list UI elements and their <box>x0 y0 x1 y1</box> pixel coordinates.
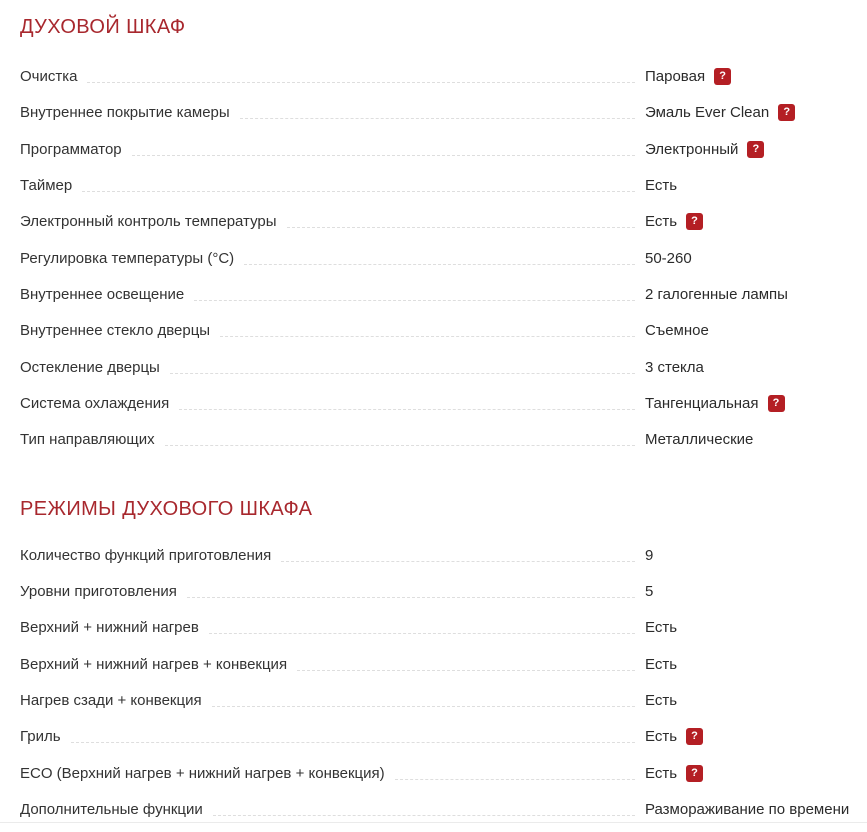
spec-value-cell <box>645 765 847 782</box>
spec-row <box>20 765 847 801</box>
spec-value: 9 <box>645 546 654 564</box>
spec-label: Регулировка температуры (°C) <box>20 249 235 267</box>
spec-row <box>20 104 847 140</box>
spec-row <box>20 177 847 213</box>
spec-label: Внутреннее стекло дверцы <box>20 322 211 340</box>
spec-label: Очистка <box>20 68 78 85</box>
help-icon[interactable]: ? <box>686 765 703 782</box>
spec-value: Есть <box>645 764 678 782</box>
spec-row <box>20 583 847 619</box>
spec-label: Электронный контроль температуры <box>20 213 277 231</box>
dotted-leader <box>213 815 635 816</box>
spec-label: Верхний + нижний нагрев + конвекция <box>20 655 288 673</box>
dotted-leader <box>281 561 635 562</box>
section-rows <box>20 546 850 832</box>
help-icon[interactable]: ? <box>768 395 785 412</box>
spec-value-cell <box>645 431 847 448</box>
spec-label: Верхний + нижний нагрев <box>20 619 199 637</box>
spec-value: 2 галогенные лампы <box>645 285 788 303</box>
spec-value-cell <box>645 547 847 564</box>
spec-value: Есть <box>645 213 678 231</box>
spec-value-cell <box>645 286 847 303</box>
spec-value-cell <box>645 141 847 158</box>
spec-value: 5 <box>645 582 654 600</box>
spec-value: Металлические <box>645 431 754 449</box>
help-icon[interactable]: ? <box>686 728 703 745</box>
spec-label: Уровни приготовления <box>20 582 177 600</box>
spec-row <box>20 141 847 177</box>
spec-label: Тип направляющих <box>20 431 155 449</box>
spec-row <box>20 656 847 692</box>
spec-value-cell <box>645 68 847 85</box>
spec-row <box>20 547 847 583</box>
spec-label: Нагрев сзади + конвекция <box>20 691 202 709</box>
spec-row <box>20 619 847 655</box>
help-icon[interactable]: ? <box>778 104 795 121</box>
help-icon[interactable]: ? <box>714 68 731 85</box>
dotted-leader <box>194 300 635 301</box>
spec-label: ECO (Верхний нагрев + нижний нагрев + конвекция) <box>20 764 385 782</box>
spec-value: Есть <box>645 691 678 709</box>
spec-value-cell <box>645 583 847 600</box>
spec-label: Программатор <box>20 140 122 158</box>
spec-row <box>20 322 847 358</box>
dotted-leader <box>179 409 635 410</box>
dotted-leader <box>395 779 635 780</box>
spec-label: Система охлаждения <box>20 394 170 412</box>
spec-value-cell <box>645 177 847 194</box>
spec-label: Остекление дверцы <box>20 358 160 376</box>
dotted-leader <box>209 633 635 634</box>
dotted-leader <box>87 82 635 83</box>
dotted-leader <box>165 445 635 446</box>
spec-row <box>20 359 847 395</box>
spec-label: Внутреннее покрытие камеры <box>20 104 230 122</box>
spec-value-cell <box>645 104 847 121</box>
spec-value-cell <box>645 728 847 745</box>
spec-value: Съемное <box>645 322 709 340</box>
spec-row <box>20 250 847 286</box>
spec-section <box>20 15 847 468</box>
spec-row <box>20 431 847 467</box>
spec-value-cell <box>645 359 847 376</box>
spec-label: Количество функций приготовления <box>20 546 272 564</box>
bottom-divider <box>0 822 867 823</box>
dotted-leader <box>132 155 635 156</box>
spec-row <box>20 728 847 764</box>
spec-row <box>20 395 847 431</box>
dotted-leader <box>297 670 635 671</box>
dotted-leader <box>170 373 635 374</box>
spec-sections <box>20 15 850 832</box>
spec-value-cell <box>645 322 847 339</box>
spec-label: Дополнительные функции <box>20 800 203 818</box>
spec-section <box>20 497 850 832</box>
spec-value-cell <box>645 619 847 636</box>
spec-value: Тангенциальная <box>645 394 759 412</box>
dotted-leader <box>187 597 635 598</box>
spec-row <box>20 692 847 728</box>
spec-label: Гриль <box>20 728 61 746</box>
spec-value: Есть <box>645 728 678 746</box>
dotted-leader <box>220 336 635 337</box>
spec-value: Паровая <box>645 68 706 85</box>
spec-value: Эмаль Ever Clean <box>645 104 770 122</box>
spec-value: Есть <box>645 176 678 194</box>
dotted-leader <box>240 118 635 119</box>
section-title: ДУХОВОЙ ШКАФ <box>20 16 186 38</box>
section-title: РЕЖИМЫ ДУХОВОГО ШКАФА <box>20 497 313 520</box>
dotted-leader <box>287 227 635 228</box>
dotted-leader <box>82 191 635 192</box>
spec-label: Внутреннее освещение <box>20 285 185 303</box>
spec-row <box>20 800 850 832</box>
spec-value-cell <box>645 692 847 709</box>
spec-value-cell <box>645 395 847 412</box>
section-rows <box>20 68 847 468</box>
spec-value: Есть <box>645 655 678 673</box>
spec-value: Размораживание по времени <box>645 800 850 818</box>
help-icon[interactable]: ? <box>686 213 703 230</box>
spec-label: Таймер <box>20 176 73 194</box>
dotted-leader <box>212 706 635 707</box>
spec-row <box>20 68 847 104</box>
spec-value: Электронный <box>645 140 739 158</box>
spec-value: 50-260 <box>645 249 692 267</box>
spec-row <box>20 213 847 249</box>
help-icon[interactable]: ? <box>747 141 764 158</box>
spec-value: Есть <box>645 619 678 637</box>
spec-value-cell <box>645 800 850 818</box>
spec-value: 3 стекла <box>645 358 704 376</box>
spec-value-cell <box>645 656 847 673</box>
dotted-leader <box>244 264 635 265</box>
dotted-leader <box>71 742 635 743</box>
spec-row <box>20 286 847 322</box>
spec-value-cell <box>645 250 847 267</box>
spec-value-cell <box>645 213 847 230</box>
